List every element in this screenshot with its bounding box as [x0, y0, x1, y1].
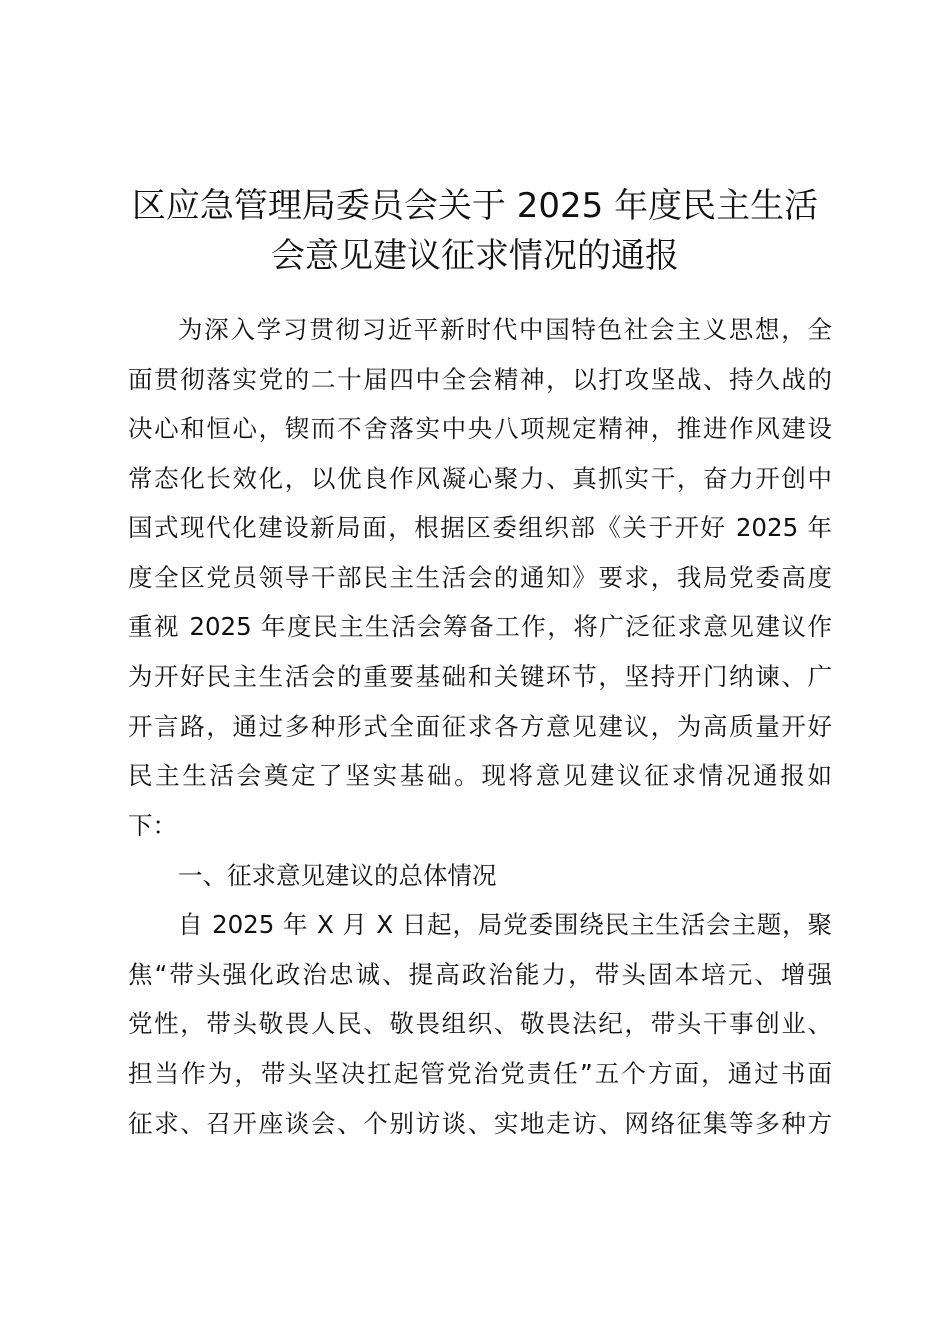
- paragraph-2-line-3: 党性，带头敬畏人民、敬畏组织、敬畏法纪，带头干事创业、: [128, 1009, 832, 1038]
- paragraph-1-line-4: 常态化长效化，以优良作风凝心聚力、真抓实干，奋力开创中: [128, 464, 832, 493]
- paragraph-1-line-2: 面贯彻落实党的二十届四中全会精神，以打攻坚战、持久战的: [128, 365, 832, 394]
- paragraph-1-line-9: 开言路，通过多种形式全面征求各方意见建议，为高质量开好: [128, 712, 832, 741]
- paragraph-1-line-1: 为深入学习贯彻习近平新时代中国特色社会主义思想，全: [178, 315, 832, 344]
- section-heading-1: 一、征求意见建议的总体情况: [178, 861, 497, 890]
- paragraph-2-line-2: 焦“带头强化政治忠诚、提高政治能力，带头固本培元、增强: [128, 960, 832, 989]
- paragraph-1-line-3: 决心和恒心，锲而不舍落实中央八项规定精神，推进作风建设: [128, 414, 832, 443]
- paragraph-1-line-10: 民主生活会奠定了坚实基础。现将意见建议征求情况通报如: [128, 761, 832, 790]
- document-title-line-2: 会意见建议征求情况的通报: [271, 236, 679, 276]
- paragraph-2-line-4: 担当作为，带头坚决扛起管党治党责任”五个方面，通过书面: [128, 1059, 832, 1088]
- paragraph-1-line-8: 为开好民主生活会的重要基础和关键环节，坚持开门纳谏、广: [128, 662, 832, 691]
- document-title-line-1: 区应急管理局委员会关于 2025 年度民主生活: [131, 186, 819, 226]
- paragraph-1-line-11: 下：: [128, 811, 177, 840]
- paragraph-1-line-7: 重视 2025 年度民主生活会筹备工作，将广泛征求意见建议作: [128, 612, 832, 641]
- paragraph-1-line-6: 度全区党员领导干部民主生活会的通知》要求，我局党委高度: [128, 563, 832, 592]
- paragraph-2-line-1: 自 2025 年 X 月 X 日起，局党委围绕民主生活会主题，聚: [178, 910, 832, 939]
- paragraph-2-line-5: 征求、召开座谈会、个别访谈、实地走访、网络征集等多种方: [128, 1109, 832, 1138]
- paragraph-1-line-5: 国式现代化建设新局面，根据区委组织部《关于开好 2025 年: [128, 513, 832, 542]
